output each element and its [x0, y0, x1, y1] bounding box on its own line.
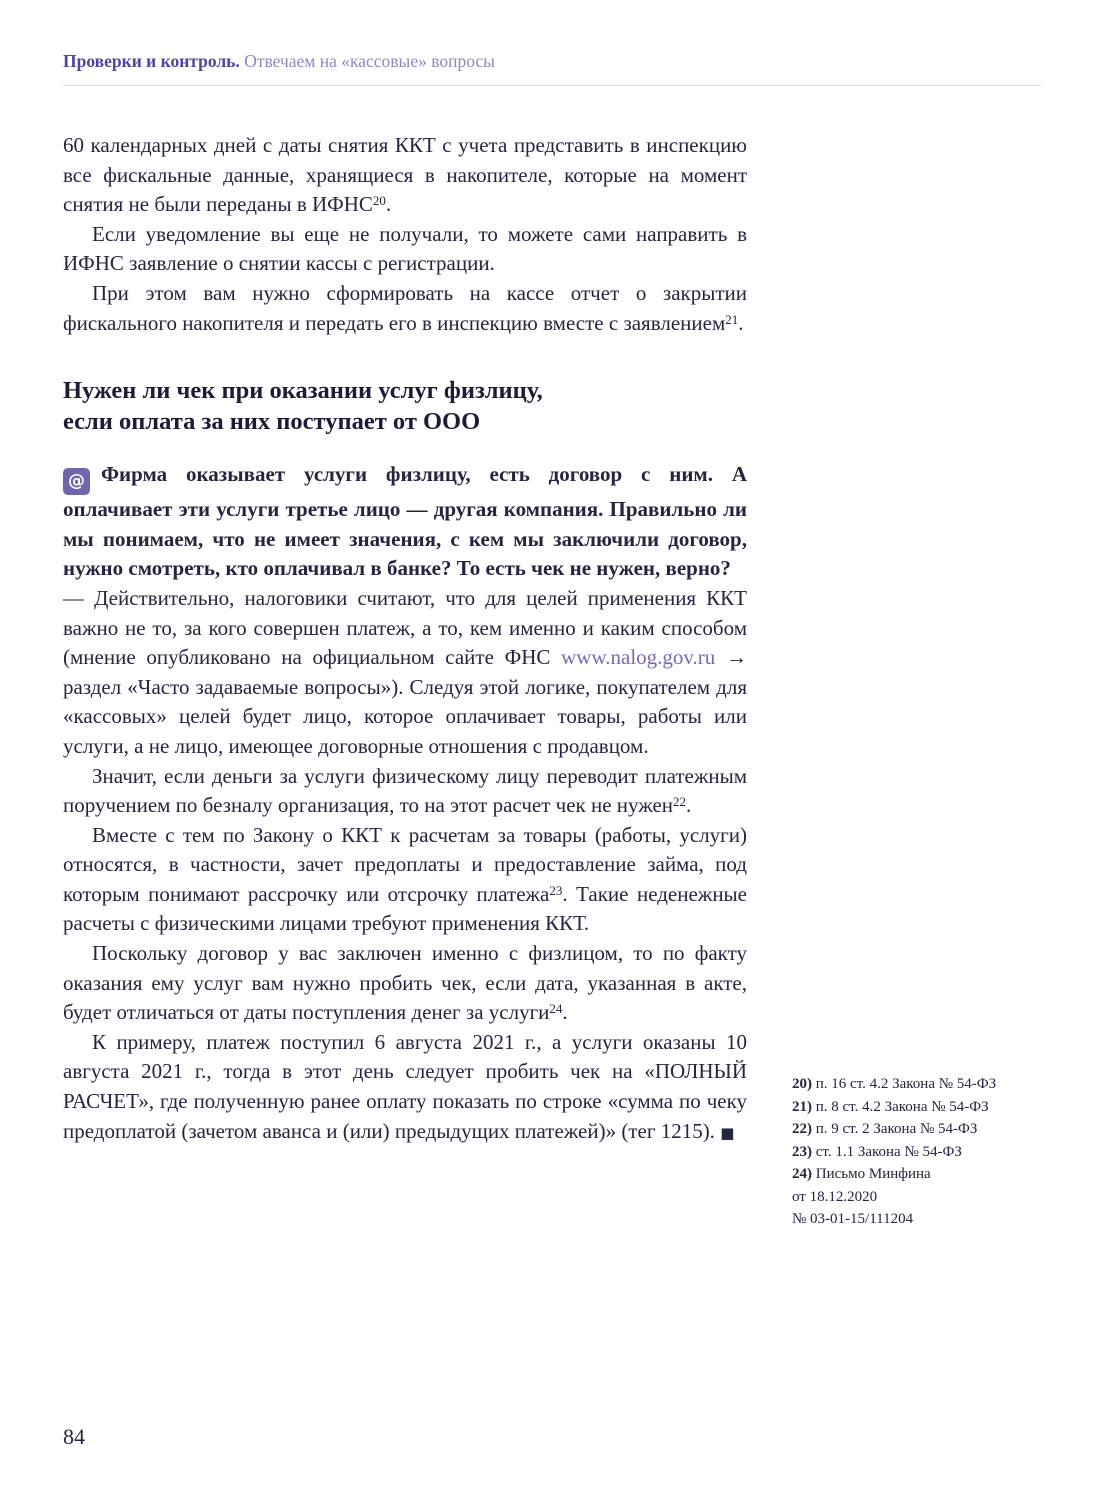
end-of-article-marker: ■	[720, 1123, 735, 1142]
answer-paragraph-1	[63, 584, 747, 762]
paragraph-intro-1	[63, 131, 747, 220]
footnote-24-number: 24)	[792, 1166, 812, 1182]
article-heading-line1: Нужен ли чек при оказании услуг физлицу,	[63, 377, 543, 405]
footnotes-column	[792, 1073, 1032, 1231]
paragraph-intro-1-tail: .	[385, 192, 392, 217]
footnote-ref-20: 20	[372, 193, 386, 209]
footnote-23-number: 23)	[792, 1143, 812, 1160]
footnote-23-text: ст. 1.1 Закона № 54-ФЗ	[815, 1143, 962, 1160]
answer-2-text: Значит, если деньги за услуги физическому лицу переводит платежным поручением по безналу организация, то на этот расчет чек не нужен	[63, 763, 747, 818]
footnote-21-number: 21)	[792, 1098, 812, 1115]
footnote-22-text: п. 9 ст. 2 Закона № 54-ФЗ	[815, 1121, 978, 1137]
answer-4-text: Поскольку договор у вас заключен именно с физлицом, то по факту оказания ему услуг вам нужно пробить чек, если дата, указанная в акте, будет отличаться от даты поступления денег за услуги	[63, 941, 747, 1025]
paragraph-intro-2	[63, 220, 747, 279]
answer-paragraph-4	[63, 939, 747, 1028]
article-heading	[63, 375, 747, 437]
footnote-21-text: п. 8 ст. 4.2 Закона № 54-ФЗ	[815, 1098, 989, 1115]
footnote-20	[792, 1073, 1032, 1096]
footnote-20-text: п. 16 ст. 4.2 Закона № 54-ФЗ	[815, 1076, 997, 1092]
answer-paragraph-2	[63, 762, 747, 821]
paragraph-intro-3-tail: .	[738, 310, 744, 335]
footnote-24-line2: от 18.12.2020	[792, 1188, 878, 1205]
running-head	[63, 50, 1041, 86]
nalog-site-link[interactable]: www.nalog.gov.ru	[561, 645, 716, 670]
answer-paragraph-3	[63, 821, 747, 939]
footnote-ref-24: 24	[549, 1001, 563, 1017]
main-text-column	[63, 131, 747, 1148]
paragraph-intro-3-text: При этом вам нужно сформировать на кассе отчет о закрытии фискального накопителя и передать его в инспекцию вместе с заявлением	[63, 280, 747, 335]
footnote-24	[792, 1163, 1032, 1231]
at-icon: @	[63, 468, 90, 495]
page-number: 84	[63, 1424, 85, 1449]
answer-5-text: К примеру, платеж поступил 6 августа 2021 г., а услуги оказаны 10 августа 2021 г., тогда в этот день следует пробить чек на «ПОЛНЫЙ РАСЧЕТ», где полученную ранее оплату показать по строке «сумма по чеку предоплатой (зачетом аванса и (или) предыдущих платежей)» (тег 1215).	[63, 1029, 747, 1143]
answer-1-post: → раздел «Часто задаваемые вопросы»). Следуя этой логике, покупателем для «кассовых» целей будет лицо, которое оплачивает товары, работы или услуги, а не лицо, имеющее договорные отношения с продавцом.	[63, 645, 748, 758]
footnote-ref-23: 23	[549, 882, 563, 898]
paragraph-intro-1-text: 60 календарных дней с даты снятия ККТ с учета представить в инспекцию все фискальные данные, хранящиеся в накопителе, которые на момент снятия не были переданы в ИФНС	[63, 133, 747, 217]
footnote-24-text: Письмо Минфина	[815, 1166, 931, 1182]
answer-3-tail: . Такие неденежные расчеты с физическими лицами требуют применения ККТ.	[63, 881, 747, 936]
footnote-24-line3: № 03-01-15/111204	[792, 1211, 914, 1227]
article-heading-line2: если оплата за них поступает от ООО	[63, 408, 481, 436]
answer-3-text: Вместе с тем по Закону о ККТ к расчетам за товары (работы, услуги) относятся, в частности, зачет предоплаты и предоставление займа, под которым понимают рассрочку или отсрочку платежа	[63, 822, 747, 906]
footnote-ref-21: 21	[725, 311, 739, 327]
footnote-23	[792, 1141, 1032, 1164]
footnote-22	[792, 1118, 1032, 1141]
question-paragraph	[63, 460, 747, 584]
answer-2-tail: .	[686, 793, 692, 818]
paragraph-intro-2-text: Если уведомление вы еще не получали, то можете сами направить в ИФНС заявление о снятии кассы с регистрации.	[63, 221, 747, 276]
answer-4-tail: .	[562, 1000, 568, 1025]
answer-paragraph-5	[63, 1028, 747, 1148]
paragraph-intro-3	[63, 279, 747, 338]
footnote-20-number: 20)	[792, 1076, 812, 1092]
running-head-section: Проверки и контроль.	[63, 51, 240, 71]
running-head-subtitle: Отвечаем на «кассовые» вопросы	[244, 51, 495, 71]
footnote-22-number: 22)	[792, 1121, 812, 1137]
footnote-21	[792, 1096, 1032, 1119]
question-text: Фирма оказывает услуги физлицу, есть договор с ним. А оплачивает эти услуги третье лицо — другая компания. Правильно ли мы понимаем, что не имеет значения, с кем мы заключили договор, нужно смотреть, кто оплачивал в банке? То есть чек не нужен, верно?	[63, 462, 747, 581]
footnote-ref-22: 22	[673, 794, 687, 810]
answer-1-pre: — Действительно, налоговики считают, что для целей применения ККТ важно не то, за кого совершен платеж, а то, кем именно и каким способом (мнение опубликовано на официальном сайте ФНС	[63, 585, 747, 670]
